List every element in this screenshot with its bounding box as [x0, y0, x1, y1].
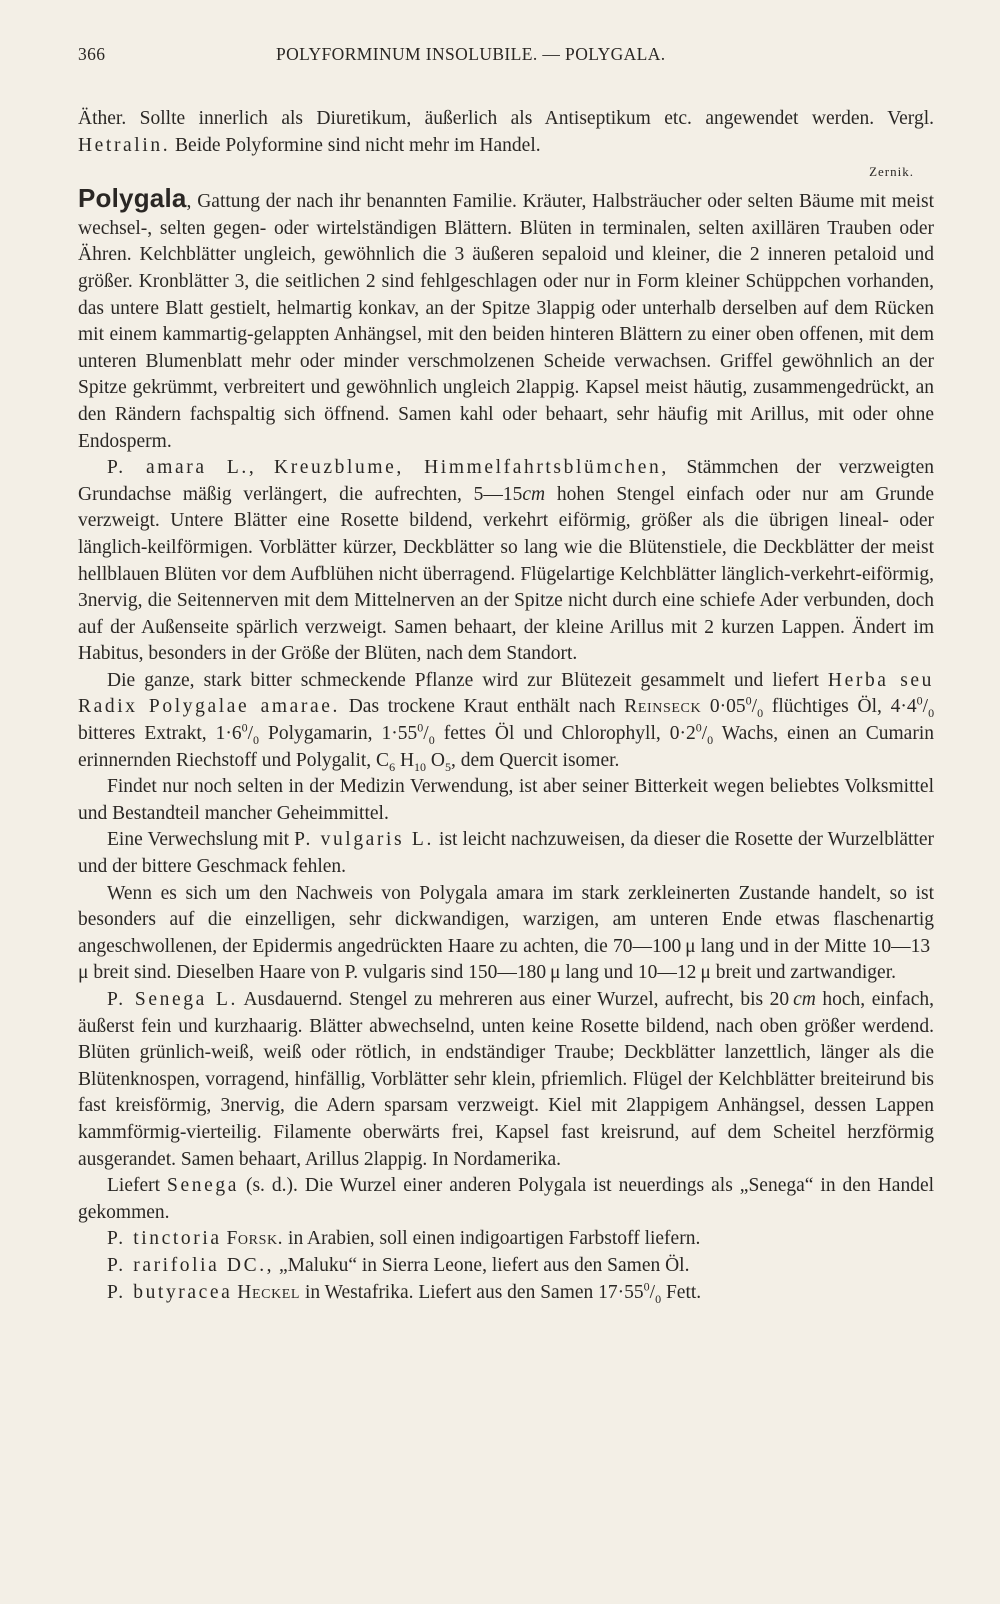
species-name: P. amara L.,	[107, 457, 257, 479]
herba-paragraph: Die ganze, stark bitter schmeckende Pflanze wird zur Blütezeit gesammelt und liefert Herba seu Radix Polygalae amarae. Das trockene Kraut enthält nach Reinseck $0\cdot 05^0/_0$ flüchtiges Öl, $4\cdot 4^0/_0$ bitteres Extrakt, $1\cdot 6^0/_0$ Polygamarin, $1\cdot 55^0/_0$ fettes Öl und Chlorophyll, $0\cdot 2^0/_0$ Wachs, einen an Cumarin erinnernden Riechstoff und Polygalit, $C_6$ $H_{10}$ $O_5$, dem Quercit isomer.	[78, 669, 935, 774]
drug-name: Herba seu Radix Polygalae amarae.	[78, 669, 934, 718]
author-signature: Zernik.	[869, 164, 914, 180]
page-header	[78, 44, 934, 72]
entry-title: Polygala	[78, 183, 187, 214]
amara-paragraph: P. amara L., Kreuzblume, Himmelfahrtsblümchen, Stämmchen der verzweigten Grundachse mäßig verlängert, die aufrechten, 5—15cm hohen Stengel einfach oder nur am Grunde verzweigt. Untere Blätter eine Rosette bildend, verkehrt eiförmig, größer als die übrigen lineal- oder länglich-keilförmigen. Vorblätter kürzer, Deckblätter so lang wie die Blütenstiele, die Deckblätter der meist hellblauen Blüten vor dem Aufblühen nicht überragend. Flügelartige Kelchblätter länglich-verkehrt-eiförmig, 3nervig, die Seitennerven mit dem Mittelnerven an der Spitze nicht durch eine schiefe Ader verbunden, doch auf der Außenseite spärlich verzweigt. Samen behaart, der kleine Arillus mit 2 kurzen Lappen. Ändert im Habitus, besonders in der Größe der Blüten, nach dem Standort.	[78, 457, 935, 665]
senega-paragraph: P. Senega L. Ausdauernd. Stengel zu mehreren aus einer Wurzel, aufrecht, bis 20 cm hoch, einfach, äußerst fein und kurzhaarig. Blätter abwechselnd, unten keine Rosette bildend, nach oben größer werdend. Blüten grünlich-weiß, weiß oder rötlich, in endständiger Traube; Deckblätter lanzettlich, länger als die Blütenknospen, vorragend, hinfällig, Vorblätter sehr klein, pfriemlich. Flügel der Kelchblätter breiteirund bis fast kreisförmig, 3nervig, die Adern sparsam verzweigt. Kiel mit 2lappigem Anhängsel, dessen Lappen kammförmig-vierteilig. Filamente oberwärts frei, Kapsel fast kreisrund, auf dem Scheitel herzförmig ausgerandet. Samen behaart, Arillus 2lappig. In Nordamerika.	[78, 989, 934, 1170]
species-name: P. tinctoria	[107, 1228, 222, 1250]
author-reinseck: Reinseck	[624, 696, 702, 718]
common-names: Kreuzblume, Himmelfahrtsblümchen,	[274, 457, 669, 479]
rarifolia-paragraph: P. rarifolia DC., „Maluku“ in Sierra Leone, liefert aus den Samen Öl.	[107, 1254, 690, 1276]
tinctoria-paragraph: P. tinctoria Forsk. in Arabien, soll einen indigoartigen Farbstoff liefern.	[107, 1228, 701, 1250]
species-name: P. vulgaris L.	[294, 829, 434, 851]
species-name: P. Senega L.	[107, 989, 238, 1010]
liefert-paragraph: Liefert Senega (s. d.). Die Wurzel einer anderen Polygala ist neuerdings als „Senega“ in den Handel gekommen.	[78, 1175, 935, 1223]
usage-paragraph: Findet nur noch selten in der Medizin Verwendung, ist aber seiner Bitterkeit wegen beliebtes Volksmittel und Bestandteil mancher Geheimmittel.	[78, 776, 934, 824]
nachweis-paragraph: Wenn es sich um den Nachweis von Polygala amara im stark zerkleinerten Zustande handelt, so ist besonders auf die einzelligen, sehr dickwandigen, warzigen, am unteren Ende etwas flaschenartig angeschwollenen, der Epidermis angedrückten Haare zu achten, die 70—100 μ lang und in der Mitte 10—13 μ breit sind. Dieselben Haare von P. vulgaris sind 150—180 μ lang und 10—12 μ breit und zartwandiger.	[78, 882, 934, 984]
running-title: POLYFORMINUM INSOLUBILE. — POLYGALA.	[276, 44, 666, 64]
page-number: 366	[78, 44, 106, 64]
drug-name: Senega	[167, 1175, 239, 1197]
species-author: Forsk.	[226, 1228, 284, 1250]
vulgaris-paragraph: Eine Verwechslung mit P. vulgaris L. ist leicht nachzuweisen, da dieser die Rosette der Wurzelblätter und der bittere Geschmack fehlen.	[78, 829, 935, 878]
cross-reference-hetralin: Hetralin.	[78, 134, 171, 156]
intro-paragraph: Äther. Sollte innerlich als Diuretikum, äußerlich als Antiseptikum etc. angewendet werden. Vergl. Hetralin. Beide Polyformine sind nicht mehr im Handel.	[78, 108, 934, 156]
entry-paragraph	[78, 185, 934, 455]
species-author: Heckel	[237, 1281, 301, 1303]
species-name: P. butyracea	[107, 1281, 233, 1303]
species-name: P. rarifolia DC.,	[107, 1254, 275, 1276]
entry-text: , Gattung der nach ihr benannten Familie. Kräuter, Halbsträucher oder selten Bäume mit meist wechsel-, selten gegen- oder wirtelständigen Blättern. Blüten in terminalen, selten axillären Trauben oder Ähren. Kelchblätter ungleich, gewöhnlich die 3 äußeren sepaloid und kleiner, die 2 inneren petaloid und größer. Kronblätter 3, die seitlichen 2 sind fehlgeschlagen oder nur in Form kleiner Schüppchen vorhanden, das untere Blatt gestielt, helmartig konkav, an der Spitze 3lappig oder unterhalb derselben auf dem Rücken mit einem kammartig-gelappten Anhängsel, mit den beiden hinteren Blättern zu einer oben offenen, mit dem unteren Blumenblatt mehr oder minder verschmolzenen Scheide verwachsen. Griffel gewöhnlich an der Spitze gekrümmt, verbreitert und gewöhnlich ungleich 2lappig. Kapsel meist häutig, zusammengedrückt, an den Rändern fachspaltig sich öffnend. Samen kahl oder behaart, sehr häufig mit Arillus, mit oder ohne Endosperm.	[78, 191, 934, 452]
butyracea-paragraph: P. butyracea Heckel in Westafrika. Liefert aus den Samen $17\cdot 55^0/_0$ Fett.	[107, 1279, 702, 1306]
